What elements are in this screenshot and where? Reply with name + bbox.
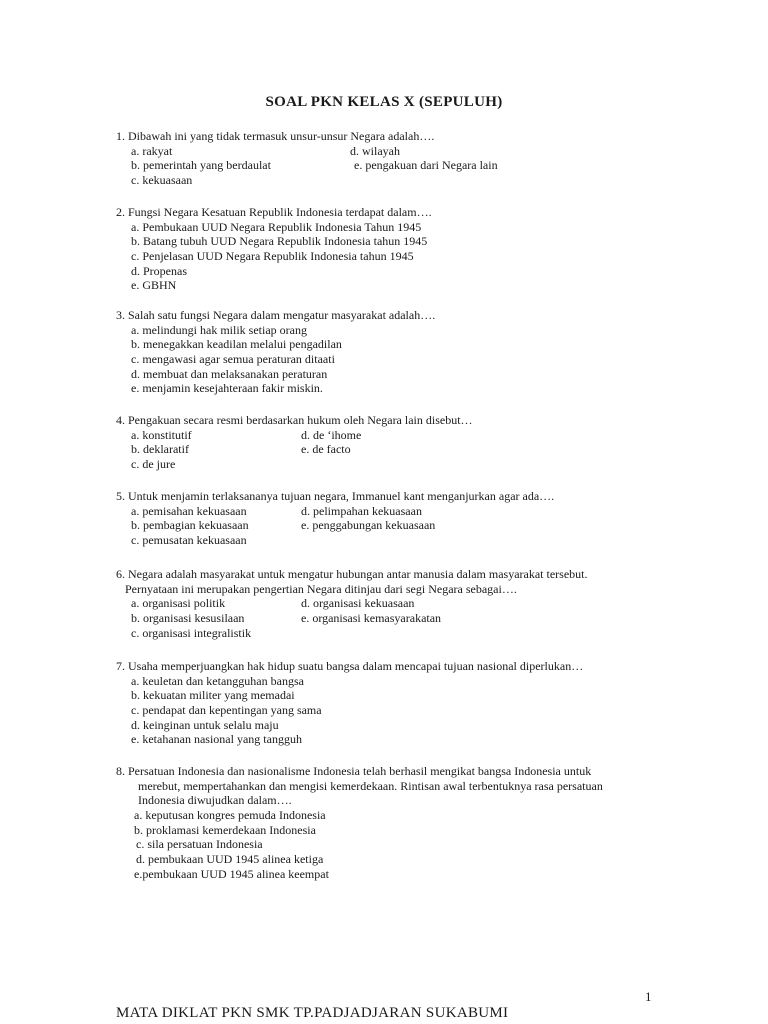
question-text: 8. Persatuan Indonesia dan nasionalisme Indonesia telah berhasil mengikat bangsa Indonesia untuk [116, 764, 592, 778]
question-7 [116, 659, 676, 747]
option-e: e. organisasi kemasyarakatan [301, 611, 442, 626]
question-6 [116, 567, 676, 640]
question-5 [116, 489, 676, 548]
question-text: 2. Fungsi Negara Kesatuan Republik Indonesia terdapat dalam…. [116, 205, 432, 219]
question-text: 5. Untuk menjamin terlaksananya tujuan negara, Immanuel kant menganjurkan agar ada…. [116, 489, 555, 503]
option-b: b. pembagian kekuasaan [131, 518, 249, 533]
option-b: b. menegakkan keadilan melalui pengadilan [131, 337, 342, 352]
question-text: 3. Salah satu fungsi Negara dalam mengatur masyarakat adalah…. [116, 308, 436, 322]
question-4 [116, 413, 676, 472]
option-e: e. penggabungan kekuasaan [301, 518, 436, 533]
option-d: d. keinginan untuk selalu maju [131, 717, 279, 732]
option-b: b. pemerintah yang berdaulat [131, 158, 271, 173]
option-d: d. pembukaan UUD 1945 alinea ketiga [136, 852, 324, 867]
question-text: 1. Dibawah ini yang tidak termasuk unsur-unsur Negara adalah…. [116, 129, 435, 143]
option-a: a. keputusan kongres pemuda Indonesia [134, 808, 326, 823]
option-a: a. keuletan dan ketangguhan bangsa [131, 673, 304, 688]
option-c: c. kekuasaan [131, 173, 193, 188]
question-text-continued: Pernyataan ini merupakan pengertian Negara ditinjau dari segi Negara sebagai…. [125, 581, 517, 596]
option-c: c. pemusatan kekuasaan [131, 533, 247, 548]
option-d: d. pelimpahan kekuasaan [301, 503, 422, 518]
question-text: 4. Pengakuan secara resmi berdasarkan hukum oleh Negara lain disebut… [116, 413, 473, 427]
page-footer: MATA DIKLAT PKN SMK TP.PADJADJARAN SUKABUMI [116, 1005, 509, 1021]
option-e: e. de facto [301, 442, 351, 457]
option-row [116, 144, 676, 159]
page-number: 1 [645, 989, 652, 1004]
option-a: a. melindungi hak milik setiap orang [131, 322, 307, 337]
option-e: e. GBHN [131, 278, 177, 293]
question-8 [116, 764, 676, 882]
option-b: b. kekuatan militer yang memadai [131, 688, 295, 703]
question-text-continued: merebut, mempertahankan dan mengisi kemerdekaan. Rintisan awal terbentuknya rasa persatuan [138, 778, 603, 793]
option-c: c. de jure [131, 457, 176, 472]
option-b: b. proklamasi kemerdekaan Indonesia [134, 822, 316, 837]
option-e: e. pengakuan dari Negara lain [354, 158, 498, 173]
option-d: d. membuat dan melaksanakan peraturan [131, 366, 328, 381]
question-2 [116, 205, 676, 293]
option-a: a. organisasi politik [131, 596, 226, 611]
option-row [116, 596, 676, 611]
option-row [116, 611, 676, 626]
option-b: b. organisasi kesusilaan [131, 611, 245, 626]
option-row [116, 158, 676, 173]
page-title: SOAL PKN KELAS X (SEPULUH) [265, 94, 503, 110]
option-c: c. pendapat dan kepentingan yang sama [131, 703, 322, 718]
option-b: b. Batang tubuh UUD Negara Republik Indonesia tahun 1945 [131, 234, 428, 249]
option-d: d. Propenas [131, 263, 187, 278]
option-c: c. mengawasi agar semua peraturan ditaati [131, 352, 335, 367]
option-c: c. sila persatuan Indonesia [136, 837, 263, 852]
option-c: c. Penjelasan UUD Negara Republik Indonesia tahun 1945 [131, 249, 414, 264]
option-a: a. Pembukaan UUD Negara Republik Indonesia Tahun 1945 [131, 219, 422, 234]
option-d: d. wilayah [350, 143, 400, 158]
option-row [116, 518, 676, 533]
option-d: d. organisasi kekuasaan [301, 596, 415, 611]
option-a: a. pemisahan kekuasaan [131, 503, 247, 518]
option-e: e. ketahanan nasional yang tangguh [131, 732, 302, 747]
question-1 [116, 129, 676, 188]
option-row [116, 442, 676, 457]
option-d: d. de ‘ihome [301, 427, 362, 442]
option-b: b. deklaratif [131, 442, 189, 457]
option-row [116, 428, 676, 443]
question-text-continued: Indonesia diwujudkan dalam…. [138, 793, 292, 808]
question-text: 6. Negara adalah masyarakat untuk mengatur hubungan antar manusia dalam masyarakat tersebut. [116, 567, 588, 581]
option-a: a. konstitutif [131, 427, 192, 442]
question-text: 7. Usaha memperjuangkan hak hidup suatu bangsa dalam mencapai tujuan nasional diperlukan… [116, 659, 584, 673]
option-e: e.pembukaan UUD 1945 alinea keempat [134, 866, 329, 881]
option-c: c. organisasi integralistik [131, 625, 252, 640]
option-row [116, 504, 676, 519]
question-3 [116, 308, 676, 396]
option-e: e. menjamin kesejahteraan fakir miskin. [131, 381, 323, 396]
option-a: a. rakyat [131, 143, 173, 158]
